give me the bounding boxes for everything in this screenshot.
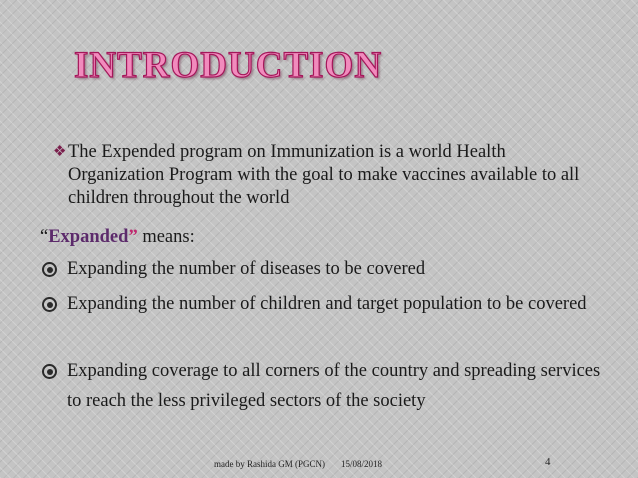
expanded-means-line [40,226,195,249]
expanded-word: Expanded [48,227,129,247]
close-quote: ” [128,227,138,247]
means-label: means: [137,227,195,247]
footer-date: 15/08/2018 [341,459,383,469]
open-quote: “ [40,227,49,247]
page-number: 4 [545,456,551,468]
slide-title: INTRODUCTION [74,45,383,86]
bullet-item: Expanding the number of children and target population to be covered [67,294,587,314]
footer-author: made by Rashida GM (PGCN) [214,459,325,469]
circle-bullet-icon [42,262,57,277]
bullet-item: Expanding coverage to all corners of the country and spreading services to reach the less privileged sectors of the society [67,361,601,411]
circle-bullet-icon [42,364,57,379]
circle-bullet-icon [42,297,57,312]
intro-paragraph: The Expended program on Immunization is a world Health Organization Program with the goal to make vaccines available to all children throughout the world [68,142,580,208]
diamond-bullet-icon: ❖ [53,144,67,160]
bullet-item: Expanding the number of diseases to be covered [67,259,426,279]
